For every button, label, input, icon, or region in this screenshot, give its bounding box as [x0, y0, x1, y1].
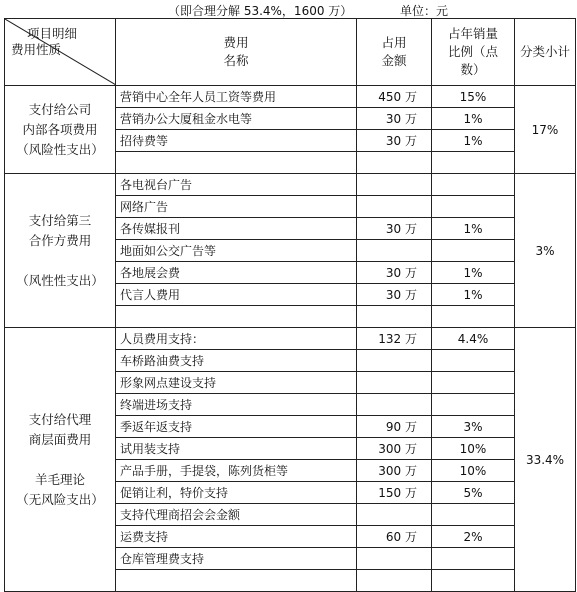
- amount-cell: 60 万: [357, 526, 432, 548]
- expense-name-cell: 各传媒报刊: [116, 218, 357, 240]
- expense-name-cell: [116, 152, 357, 174]
- ratio-cell: 3%: [432, 416, 515, 438]
- ratio-cell: [432, 152, 515, 174]
- caption-unit: 单位：元: [400, 4, 449, 18]
- category-cell: [5, 328, 116, 592]
- category-cell: [5, 86, 116, 174]
- ratio-cell: 15%: [432, 86, 515, 108]
- header-amount: 占用 金额: [357, 19, 432, 86]
- ratio-cell: [432, 504, 515, 526]
- ratio-cell: [432, 240, 515, 262]
- ratio-cell: [432, 372, 515, 394]
- header-diag-bottom: 费用性质: [11, 42, 62, 57]
- amount-cell: [357, 306, 432, 328]
- category-line: 支付给代理: [28, 411, 92, 427]
- ratio-cell: 4.4%: [432, 328, 515, 350]
- expense-name-cell: [116, 306, 357, 328]
- ratio-cell: [432, 350, 515, 372]
- caption-note: （即合理分解 53.4%，1600 万）: [168, 4, 353, 18]
- expense-name-cell: 人员费用支持：: [116, 328, 357, 350]
- expense-name-cell: 各地展会费: [116, 262, 357, 284]
- expense-name-cell: 季返年返支持: [116, 416, 357, 438]
- category-line: 支付给第三: [28, 212, 92, 228]
- expense-name-cell: 网络广告: [116, 196, 357, 218]
- amount-cell: 30 万: [357, 218, 432, 240]
- category-line: 合作方费用: [28, 232, 92, 248]
- table-row: [5, 174, 576, 196]
- expense-name-cell: 营销中心全年人员工资等费用: [116, 86, 357, 108]
- amount-cell: [357, 372, 432, 394]
- subtotal-cell: 33.4%: [515, 328, 576, 592]
- amount-cell: [357, 152, 432, 174]
- category-line: [5, 251, 115, 271]
- header-name: 费用 名称: [116, 19, 357, 86]
- ratio-cell: [432, 548, 515, 570]
- header-diagonal-cell: [5, 19, 116, 86]
- category-line: 羊毛理论: [34, 471, 85, 487]
- amount-cell: [357, 570, 432, 592]
- expense-name-cell: 试用装支持: [116, 438, 357, 460]
- amount-cell: 300 万: [357, 460, 432, 482]
- amount-cell: 30 万: [357, 284, 432, 306]
- expense-name-cell: 支持代理商招会会金额: [116, 504, 357, 526]
- ratio-cell: 1%: [432, 108, 515, 130]
- category-cell: [5, 174, 116, 328]
- ratio-cell: 1%: [432, 284, 515, 306]
- ratio-cell: [432, 570, 515, 592]
- category-line: 支付给公司: [28, 101, 92, 117]
- amount-cell: 90 万: [357, 416, 432, 438]
- expense-name-cell: 形象网点建设支持: [116, 372, 357, 394]
- category-line: （风性性支出）: [16, 272, 104, 288]
- category-line: （风险性支出）: [16, 141, 104, 157]
- amount-cell: 450 万: [357, 86, 432, 108]
- amount-cell: 30 万: [357, 262, 432, 284]
- ratio-cell: 5%: [432, 482, 515, 504]
- amount-cell: [357, 350, 432, 372]
- ratio-cell: 10%: [432, 438, 515, 460]
- table-caption: [0, 0, 577, 18]
- expense-name-cell: 营销办公大厦租金水电等: [116, 108, 357, 130]
- expense-name-cell: 促销让利，特价支持: [116, 482, 357, 504]
- expense-name-cell: 地面如公交广告等: [116, 240, 357, 262]
- amount-cell: 132 万: [357, 328, 432, 350]
- expense-name-cell: 招待费等: [116, 130, 357, 152]
- ratio-cell: 2%: [432, 526, 515, 548]
- ratio-cell: [432, 174, 515, 196]
- expense-table: [4, 18, 576, 592]
- subtotal-cell: 3%: [515, 174, 576, 328]
- header-subtotal: 分类小计: [515, 19, 576, 86]
- amount-cell: [357, 394, 432, 416]
- expense-name-cell: 终端进场支持: [116, 394, 357, 416]
- ratio-cell: 10%: [432, 460, 515, 482]
- category-line: 商层面费用: [28, 431, 92, 447]
- category-line: （无风险支出）: [16, 491, 104, 507]
- expense-name-cell: 各电视台广告: [116, 174, 357, 196]
- expense-name-cell: [116, 570, 357, 592]
- amount-cell: 30 万: [357, 108, 432, 130]
- category-line: 内部各项费用: [22, 121, 98, 137]
- amount-cell: [357, 174, 432, 196]
- ratio-cell: [432, 306, 515, 328]
- expense-name-cell: 代言人费用: [116, 284, 357, 306]
- amount-cell: [357, 548, 432, 570]
- table-body: [5, 86, 576, 592]
- expense-name-cell: 车桥路油费支持: [116, 350, 357, 372]
- table-row: [5, 86, 576, 108]
- amount-cell: [357, 196, 432, 218]
- amount-cell: 300 万: [357, 438, 432, 460]
- amount-cell: [357, 240, 432, 262]
- subtotal-cell: 17%: [515, 86, 576, 174]
- amount-cell: 150 万: [357, 482, 432, 504]
- ratio-cell: [432, 196, 515, 218]
- header-diag-top: 项目明细: [27, 26, 78, 41]
- category-line: [5, 450, 115, 470]
- amount-cell: [357, 504, 432, 526]
- amount-cell: 30 万: [357, 130, 432, 152]
- ratio-cell: [432, 394, 515, 416]
- expense-name-cell: 运费支持: [116, 526, 357, 548]
- ratio-cell: 1%: [432, 262, 515, 284]
- ratio-cell: 1%: [432, 130, 515, 152]
- header-ratio: 占年销量 比例（点 数）: [432, 19, 515, 86]
- expense-name-cell: 产品手册，手提袋，陈列货柜等: [116, 460, 357, 482]
- table-row: [5, 328, 576, 350]
- ratio-cell: 1%: [432, 218, 515, 240]
- expense-name-cell: 仓库管理费支持: [116, 548, 357, 570]
